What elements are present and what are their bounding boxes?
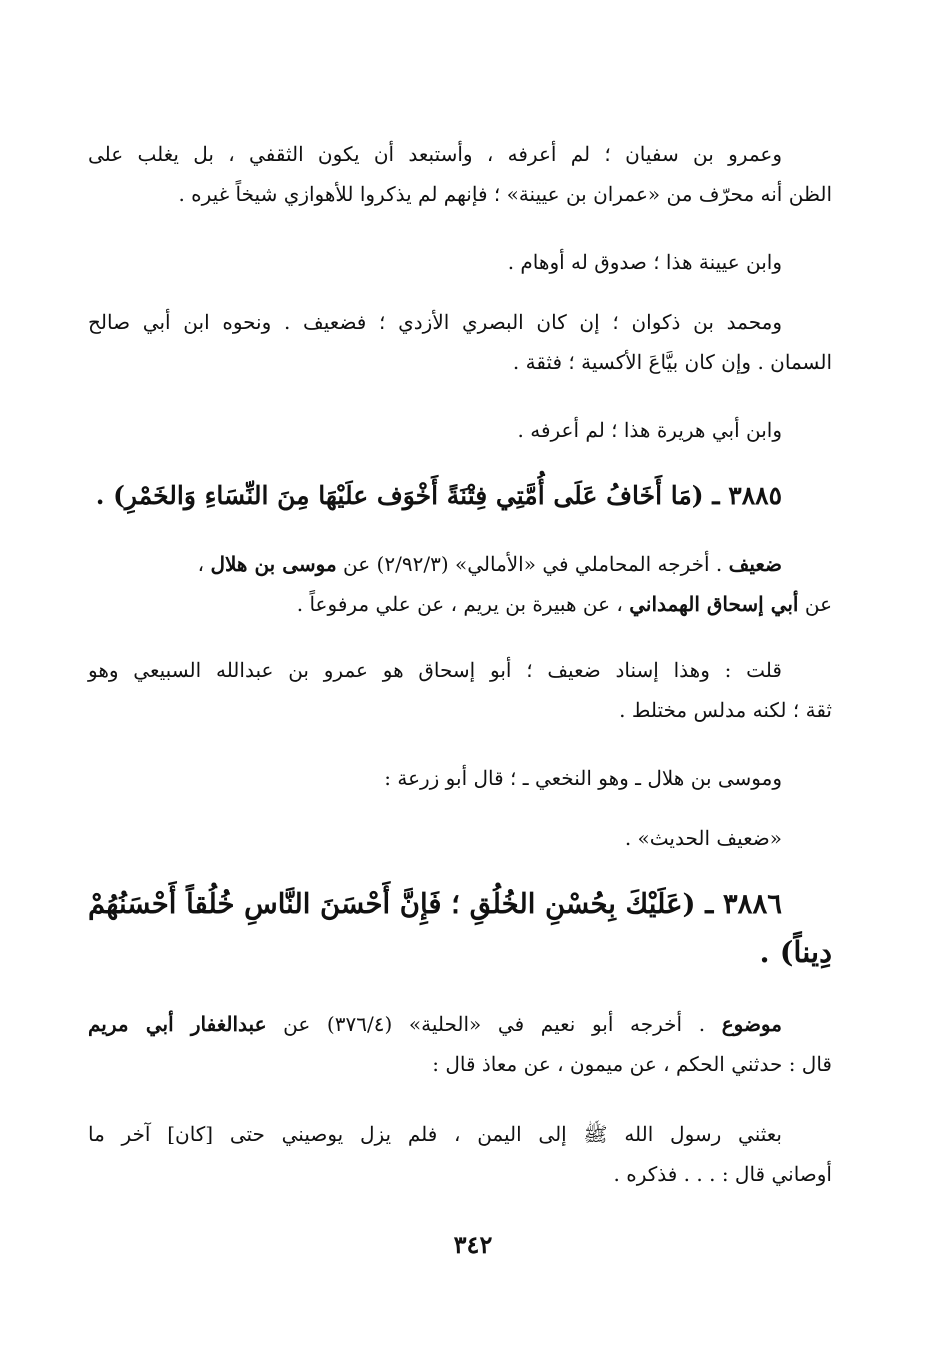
text-line: وعمرو بن سفيان ؛ لم أعرفه ، وأستبعد أن يكون الثقفي ، بل يغلب على: [88, 142, 782, 166]
paragraph-takhrij-3886: [88, 1004, 832, 1084]
paragraph-ibn-abi-hurayra: [88, 410, 832, 450]
narrator-name: موسى بن هلال: [210, 552, 337, 576]
text-line: ثقة ؛ لكنه مدلس مختلط .: [619, 698, 832, 722]
text-line: ومحمد بن ذكوان ؛ إن كان البصري الأزدي ؛ فضعيف . ونحوه ابن أبي صالح: [88, 310, 782, 334]
text-line: قلت : وهذا إسناد ضعيف ؛ أبو إسحاق هو عمرو بن عبدالله السبيعي وهو: [88, 658, 782, 682]
text-line: [88, 544, 832, 584]
text-run: . أخرجه أبو نعيم في «الحلية» (٣٧٦/٤) عن: [266, 1012, 722, 1036]
paragraph-ibn-uyayna: [88, 242, 832, 282]
narrator-name: أبي إسحاق الهمداني: [629, 592, 799, 616]
hadith-text: دِيناً) .: [759, 935, 832, 969]
narrator-name: عبدالغفار أبي مريم: [88, 1012, 267, 1036]
text-run: عن: [798, 592, 832, 616]
hadith-text: ٣٨٨٥ ـ (مَا أَخَافُ عَلَى أُمَّتِي فِتْنَةً أَخْوَف علَيْهَا مِنَ النِّسَاءِ وَالخَمْرِ) .: [95, 481, 782, 510]
grading-label: ضعيف: [728, 552, 782, 576]
text-run: . أخرجه المحاملي في «الأمالي» (٢/٩٢/٣) عن: [336, 552, 729, 576]
paragraph-amr-ibn-sufyan: [88, 134, 832, 214]
text-line: أوصاني قال : . . . فذكره .: [613, 1162, 832, 1186]
paragraph-isnad-comment: [88, 650, 832, 730]
paragraph-abu-zura-quote: [88, 818, 832, 858]
page-number: ٣٤٢: [453, 1230, 493, 1259]
text-line: وابن أبي هريرة هذا ؛ لم أعرفه .: [517, 418, 782, 442]
text-line: «ضعيف الحديث» .: [624, 826, 782, 850]
text-run: ، عن هبيرة بن يريم ، عن علي مرفوعاً .: [296, 592, 630, 616]
hadith-text: ٣٨٨٦ ـ (عَلَيْكَ بِحُسْنِ الخُلُقِ ؛ فَإِنَّ أَحْسَنَ النَّاسِ خُلُقاً أَحْسَنُهُمْ: [88, 888, 782, 920]
hadith-3886-heading: [88, 880, 832, 976]
hadith-3885-heading: [88, 472, 832, 520]
text-line: قال : حدثني الحكم ، عن ميمون ، عن معاذ قال :: [432, 1052, 832, 1076]
paragraph-musa-ibn-hilal: [88, 758, 832, 798]
text-line: بعثني رسول الله ﷺ إلى اليمن ، فلم يزل يوصيني حتى [كان] آخر ما: [88, 1122, 782, 1146]
paragraph-takhrij-3885: [88, 544, 832, 624]
paragraph-muadh-narration: [88, 1114, 832, 1194]
text-line: وموسى بن هلال ـ وهو النخعي ـ ؛ قال أبو زرعة :: [384, 766, 782, 790]
text-run: ،: [197, 552, 211, 576]
grading-label: موضوع: [721, 1012, 782, 1036]
text-line: الظن أنه محرّف من «عمران بن عيينة» ؛ فإنهم لم يذكروا للأهوازي شيخاً غيره .: [178, 182, 832, 206]
text-line: وابن عيينة هذا ؛ صدوق له أوهام .: [507, 250, 782, 274]
text-line: السمان . وإن كان بيَّاعَ الأكسية ؛ فثقة .: [512, 350, 832, 374]
text-line: [88, 1004, 832, 1044]
text-line: [88, 584, 832, 624]
paragraph-muhammad-ibn-dhakwan: [88, 302, 832, 382]
